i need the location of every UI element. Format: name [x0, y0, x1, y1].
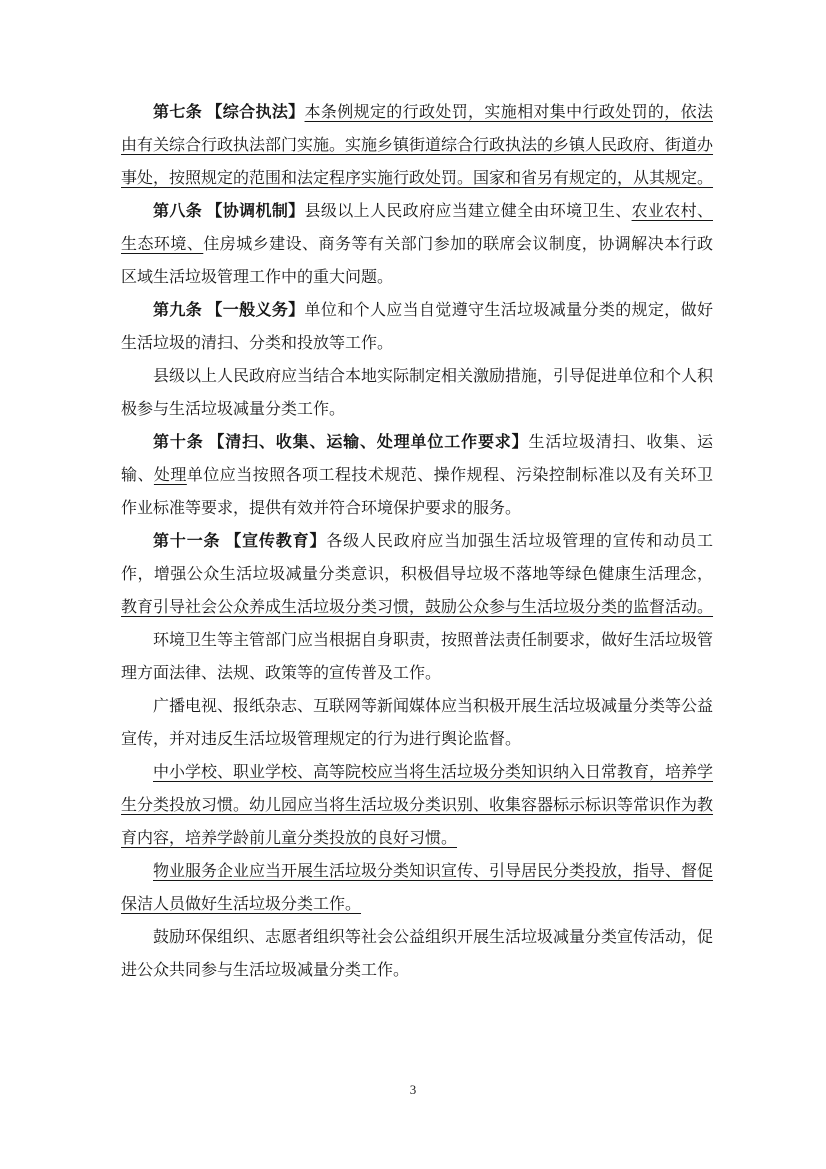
- article-10: [121, 426, 713, 525]
- article-heading-run: 第七条 【综合执法】: [153, 104, 305, 121]
- text-run: 县级以上人民政府应当结合本地实际制定相关激励措施，引导促进单位和个人积极参与生活垃圾减量分类工作。: [121, 368, 714, 418]
- article-heading-run: 第十一条 【宣传教育】: [153, 533, 327, 550]
- text-run: 生活垃圾清扫、收集、运输、: [121, 434, 713, 484]
- article-heading-run: 第九条 【一般义务】: [153, 302, 305, 319]
- article-11: [121, 525, 713, 624]
- text-run: 环境卫生等主管部门应当根据自身职责，按照普法责任制要求，做好生活垃圾管理方面法律、法规、政策等的宣传普及工作。: [121, 632, 714, 682]
- text-run: 鼓励环保组织、志愿者组织等社会公益组织开展生活垃圾减量分类宣传活动，促进公众共同参与生活垃圾减量分类工作。: [121, 929, 714, 979]
- article-11-paragraph-3: [121, 690, 713, 756]
- text-run: 县级以上人民政府应当建立健全由环境卫生、: [304, 203, 632, 220]
- article-9: [121, 294, 713, 360]
- article-9-paragraph-2: [121, 360, 713, 426]
- article-heading-run: 第八条 【协调机制】: [153, 203, 305, 220]
- text-run: 单位和个人应当自觉遵守生活垃圾减量分类的规定，做好生活垃圾的清扫、分类和投放等工作。: [121, 302, 713, 352]
- article-7: [121, 96, 713, 195]
- article-11-paragraph-5: [121, 855, 713, 921]
- text-run: 住房城乡建设、商务等有关部门参加的联席会议制度，协调解决本行政区域生活垃圾管理工作中的重大问题。: [121, 236, 713, 286]
- underlined-text-run: 物业服务企业应当开展生活垃圾分类知识宣传、引导居民分类投放，指导、督促保洁人员做好生活垃圾分类工作。: [121, 863, 714, 913]
- article-11-paragraph-2: [121, 624, 713, 690]
- article-heading-run: 第十条 【清扫、收集、运输、处理单位工作要求】: [153, 434, 529, 451]
- document-body: [121, 96, 713, 987]
- text-run: 广播电视、报纸杂志、互联网等新闻媒体应当积极开展生活垃圾减量分类等公益宣传，并对违反生活垃圾管理规定的行为进行舆论监督。: [121, 698, 714, 748]
- underlined-text-run: 本条例规定的行政处罚，实施相对集中行政处罚的，依法由有关综合行政执法部门实施。实施乡镇街道综合行政执法的乡镇人民政府、街道办事处，按照规定的范围和法定程序实施行政处罚。国家和省另有规定的，从其规定。: [121, 104, 714, 187]
- article-11-paragraph-6: [121, 921, 713, 987]
- page-footer: [0, 1081, 826, 1099]
- text-run: 单位应当按照各项工程技术规范、操作规程、污染控制标准以及有关环卫作业标准等要求，提供有效并符合环境保护要求的服务。: [121, 467, 713, 517]
- article-11-paragraph-4: [121, 756, 713, 855]
- text-run: 各级人民政府应当加强生活垃圾管理的宣传和动员工作，增强公众生活垃圾减量分类意识，积极倡导垃圾不落地等绿色健康生活理念，: [121, 533, 713, 583]
- article-8: [121, 195, 713, 294]
- underlined-text-run: 教育引导社会公众养成生活垃圾分类习惯，鼓励公众参与生活垃圾分类的监督活动。: [121, 599, 714, 616]
- page-number: 3: [409, 1082, 417, 1097]
- underlined-text-run: 农业农村、生态环境、: [121, 203, 713, 253]
- underlined-text-run: 处理: [153, 467, 187, 484]
- underlined-text-run: 中小学校、职业学校、高等院校应当将生活垃圾分类知识纳入日常教育，培养学生分类投放习惯。幼儿园应当将生活垃圾分类识别、收集容器标示标识等常识作为教育内容，培养学龄前儿童分类投放的良好习惯。: [121, 764, 714, 847]
